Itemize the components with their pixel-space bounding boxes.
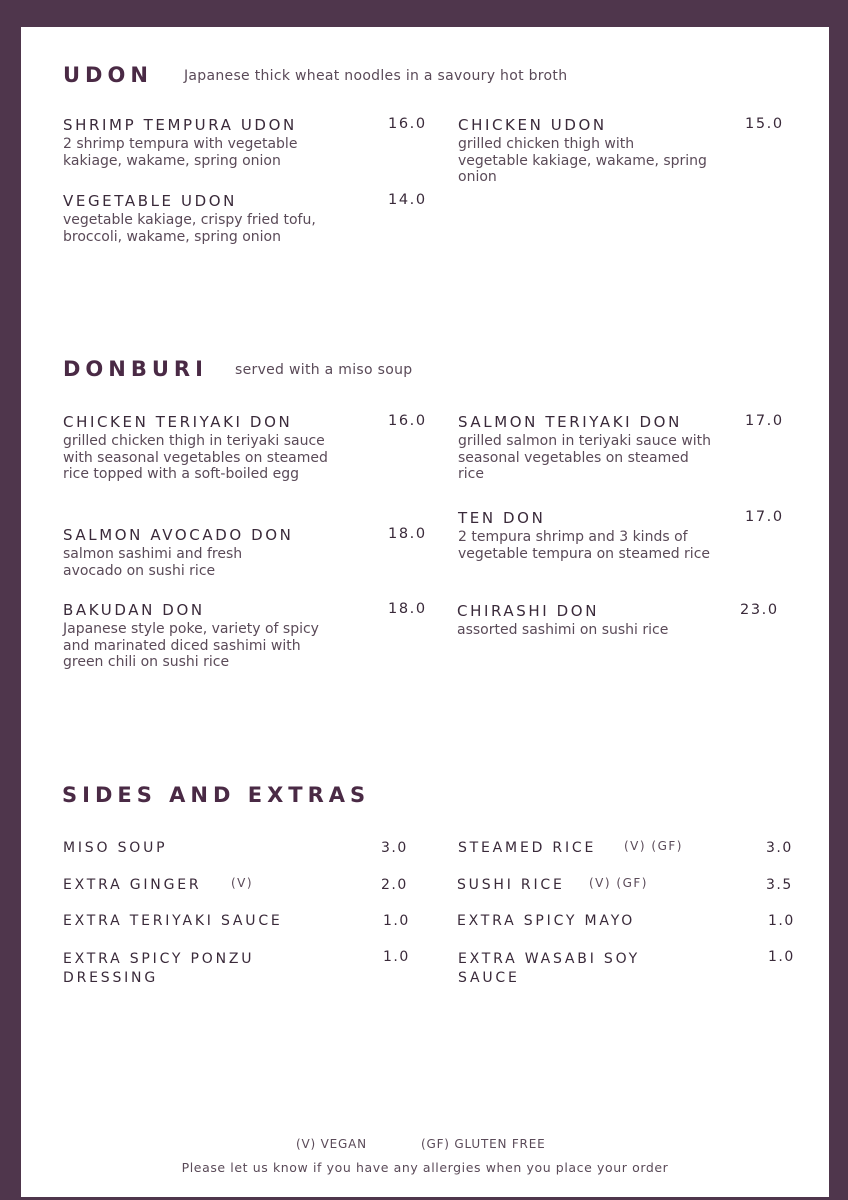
dietary-tags: (V) (GF) [624, 839, 683, 853]
item-name: CHICKEN UDON [458, 116, 607, 134]
item-name: SALMON TERIYAKI DON [458, 413, 682, 431]
item-name: VEGETABLE UDON [63, 192, 237, 210]
donburi-subtitle: served with a miso soup [235, 362, 413, 378]
item-description: grilled chicken thigh in teriyaki sauce with seasonal vegetables on steamed rice topped with a soft-boiled egg [63, 433, 328, 482]
item-description: grilled salmon in teriyaki sauce with seasonal vegetables on steamed rice [458, 433, 712, 482]
item-price: 17.0 [745, 509, 784, 525]
side-name: EXTRA SPICY MAYO [457, 913, 636, 929]
allergy-note: Please let us know if you have any allergies when you place your order [181, 1160, 669, 1175]
item-price: 14.0 [388, 192, 427, 208]
side-name: SUSHI RICE [457, 877, 565, 893]
item-price: 18.0 [388, 526, 427, 542]
item-price: 16.0 [388, 116, 427, 132]
item-price: 15.0 [745, 116, 784, 132]
item-description: grilled chicken thigh with vegetable kakiage, wakame, spring onion [458, 136, 707, 185]
sides-title: SIDES AND EXTRAS [62, 783, 371, 807]
item-description: 2 tempura shrimp and 3 kinds of vegetable tempura on steamed rice [458, 529, 710, 562]
item-price: 18.0 [388, 601, 427, 617]
item-name: SHRIMP TEMPURA UDON [63, 116, 297, 134]
vegan-legend: (V) VEGAN [296, 1137, 367, 1151]
side-price: 3.5 [766, 877, 793, 893]
item-name: CHICKEN TERIYAKI DON [63, 413, 293, 431]
side-price: 1.0 [383, 913, 410, 929]
item-name: CHIRASHI DON [457, 602, 600, 620]
side-price: 3.0 [766, 840, 793, 856]
donburi-title: DONBURI [63, 357, 208, 381]
side-price: 1.0 [768, 949, 795, 965]
udon-subtitle: Japanese thick wheat noodles in a savoury hot broth [184, 68, 568, 84]
side-price: 1.0 [768, 913, 795, 929]
item-price: 23.0 [740, 602, 779, 618]
menu-page [21, 27, 829, 1197]
dietary-tags: (V) [231, 876, 254, 890]
item-price: 16.0 [388, 413, 427, 429]
side-name: EXTRA SPICY PONZU DRESSING [63, 951, 255, 986]
item-price: 17.0 [745, 413, 784, 429]
item-name: TEN DON [458, 509, 546, 527]
item-description: Japanese style poke, variety of spicy and marinated diced sashimi with green chili on sushi rice [63, 621, 319, 670]
side-name: EXTRA TERIYAKI SAUCE [63, 913, 283, 929]
dietary-tags: (V) (GF) [589, 876, 648, 890]
item-description: assorted sashimi on sushi rice [457, 622, 669, 638]
side-name: EXTRA GINGER [63, 877, 202, 893]
item-description: vegetable kakiage, crispy fried tofu, broccoli, wakame, spring onion [63, 212, 316, 245]
item-description: 2 shrimp tempura with vegetable kakiage, wakame, spring onion [63, 136, 298, 169]
side-name: MISO SOUP [63, 840, 168, 856]
side-price: 3.0 [381, 840, 408, 856]
side-name: EXTRA WASABI SOY SAUCE [458, 951, 640, 986]
item-name: BAKUDAN DON [63, 601, 205, 619]
side-name: STEAMED RICE [458, 840, 597, 856]
item-name: SALMON AVOCADO DON [63, 526, 294, 544]
item-description: salmon sashimi and fresh avocado on sushi rice [63, 546, 243, 579]
side-price: 1.0 [383, 949, 410, 965]
gluten-free-legend: (GF) GLUTEN FREE [421, 1137, 546, 1151]
udon-title: UDON [63, 63, 153, 87]
side-price: 2.0 [381, 877, 408, 893]
